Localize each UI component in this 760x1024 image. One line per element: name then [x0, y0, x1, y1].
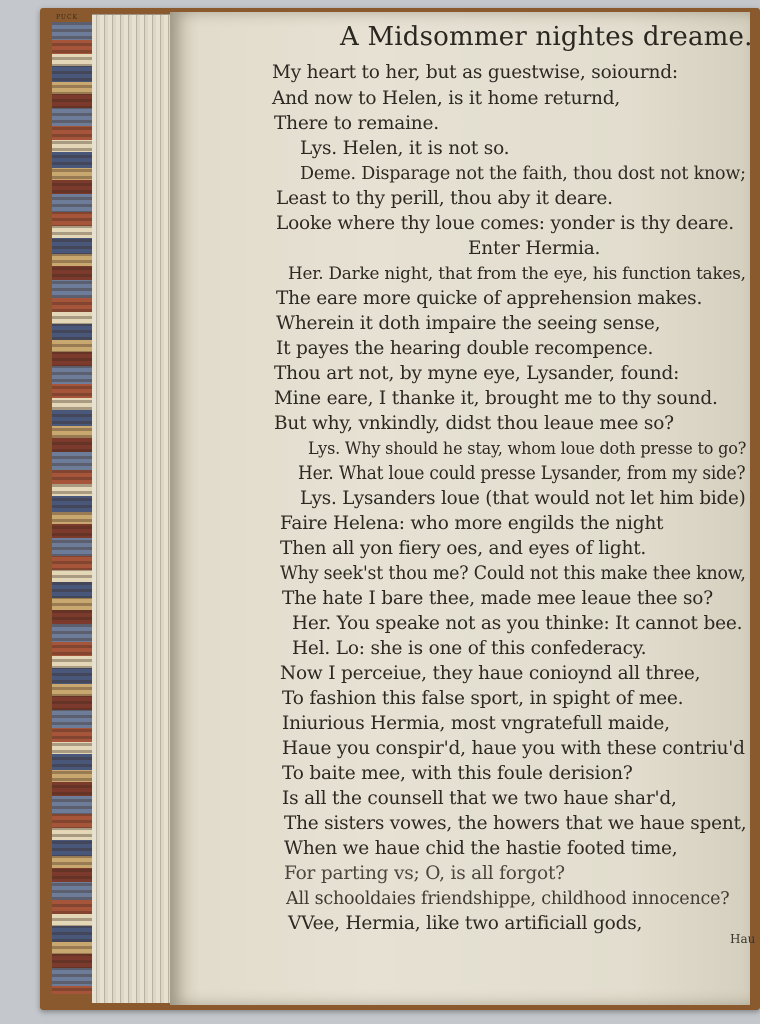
verse-line: Mine eare, I thanke it, brought me to thy sound. [274, 388, 718, 409]
verse-line: The eare more quicke of apprehension makes. [276, 288, 703, 309]
page-edges [92, 14, 176, 1003]
verse-line: VVee, Hermia, like two artificiall gods, [288, 913, 643, 934]
verse-line: The sisters vowes, the howers that we haue spent, [284, 813, 747, 834]
marbled-page-edge [52, 22, 94, 994]
running-head: A Midsommer nightes dreame. [340, 22, 753, 52]
verse-line: Her. Darke night, that from the eye, his function takes, [288, 264, 746, 284]
verse-line: My heart to her, but as guestwise, soiournd: [272, 62, 678, 83]
verse-line: Lys. Lysanders loue (that would not let him bide) [300, 488, 746, 509]
verse-line: Deme. Disparage not the faith, thou dost not know; [300, 164, 746, 184]
catchword: Hau [730, 932, 756, 946]
verse-line: Wherein it doth impaire the seeing sense, [276, 313, 661, 334]
verse-line: Iniurious Hermia, most vngratefull maide, [282, 713, 670, 734]
verse-line: Now I perceiue, they haue conioynd all three, [280, 663, 701, 684]
verse-line: To fashion this false sport, in spight of mee. [282, 688, 684, 709]
verse-line: When we haue chid the hastie footed time, [284, 838, 678, 859]
verse-line: There to remaine. [274, 113, 439, 134]
verse-line: Lys. Why should he stay, whom loue doth presse to go? [308, 439, 747, 459]
verse-line: Is all the counsell that we two haue shar'd, [282, 788, 677, 809]
verse-line: Her. You speake not as you thinke: It cannot bee. [292, 613, 743, 634]
verse-line: Lys. Helen, it is not so. [300, 138, 510, 159]
verse-line: To baite mee, with this foule derision? [282, 763, 633, 784]
stage-direction: Enter Hermia. [468, 238, 601, 259]
verse-line: Hel. Lo: she is one of this confederacy. [292, 638, 647, 659]
verse-line: Least to thy perill, thou aby it deare. [276, 188, 613, 209]
verse-line: The hate I bare thee, made mee leaue thee so? [282, 588, 713, 609]
verse-line: And now to Helen, is it home returnd, [272, 88, 621, 109]
verse-line: Faire Helena: who more engilds the night [280, 513, 664, 534]
verse-line: Then all yon fiery oes, and eyes of light. [280, 538, 647, 559]
verse-line: It payes the hearing double recompence. [276, 338, 654, 359]
verse-line: Haue you conspir'd, haue you with these contriu'd [282, 738, 745, 759]
verse-line: For parting vs; O, is all forgot? [284, 863, 565, 884]
verse-line: Thou art not, by myne eye, Lysander, found: [274, 363, 680, 384]
verse-line: All schooldaies friendshippe, childhood innocence? [286, 889, 730, 909]
verse-line: Her. What loue could presse Lysander, from my side? [298, 463, 746, 484]
verse-line: But why, vnkindly, didst thou leaue mee so? [274, 413, 674, 434]
edge-label: PUCK [56, 14, 79, 21]
verse-line: Why seek'st thou me? Could not this make thee know, [280, 563, 746, 584]
verse-line: Looke where thy loue comes: yonder is thy deare. [276, 213, 734, 234]
